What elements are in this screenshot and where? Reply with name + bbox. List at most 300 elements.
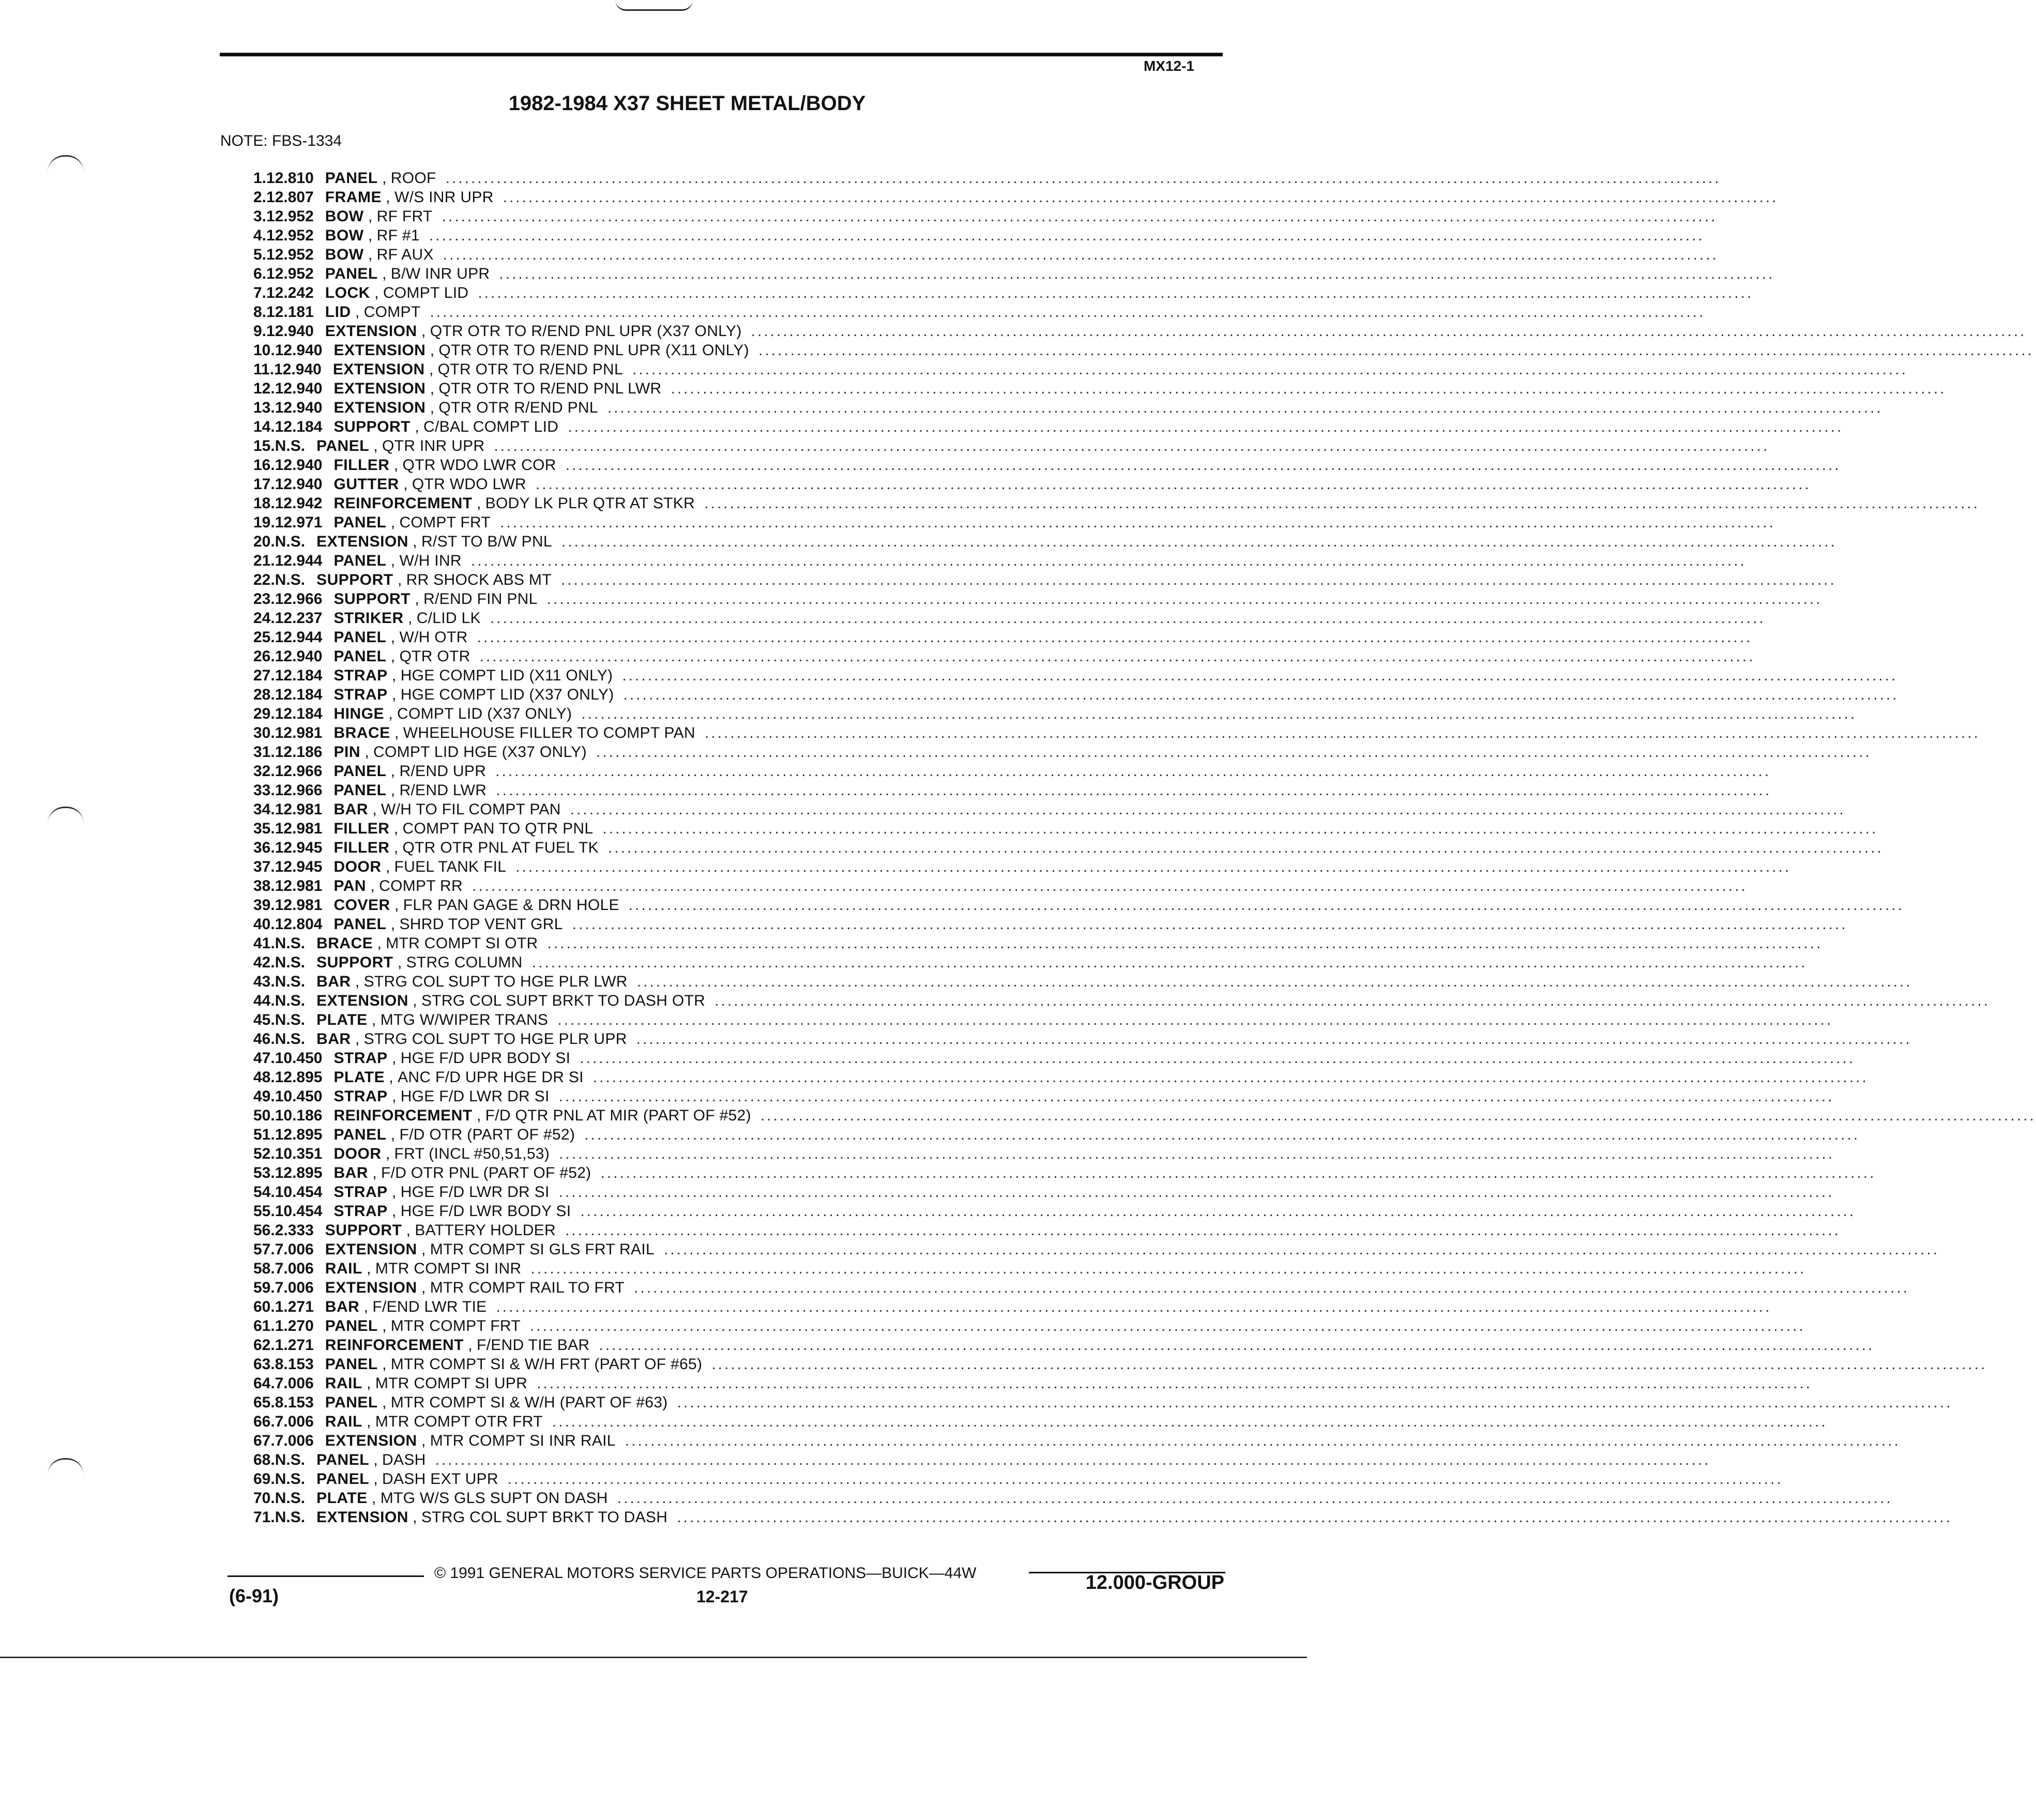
part-number: 45. xyxy=(253,1011,275,1028)
part-name: SUPPORT xyxy=(333,418,411,435)
part-row xyxy=(253,934,1823,953)
dot-leader: ........................................................................................................................................................................................................ xyxy=(758,342,2034,359)
separator: , xyxy=(387,667,401,684)
doc-code: MX12-1 xyxy=(1143,58,1194,74)
separator: , xyxy=(377,1317,391,1334)
group-code: N.S. xyxy=(275,954,306,971)
group-code: 12.942 xyxy=(275,495,323,512)
separator: , xyxy=(417,1241,430,1258)
dot-leader: ........................................................................................................................................................................................................ xyxy=(499,265,1775,282)
part-row xyxy=(253,570,1836,589)
part-number: 68. xyxy=(253,1451,275,1468)
part-name: EXTENSION xyxy=(316,533,408,550)
dot-leader: ........................................................................................................................................................................................................ xyxy=(515,858,1791,875)
part-description: COMPT FRT xyxy=(399,514,491,531)
parts-list xyxy=(253,169,2036,1527)
dot-leader: ........................................................................................................................................................................................................ xyxy=(715,992,1991,1009)
dot-leader: ........................................................................................................................................................................................................ xyxy=(557,1011,1833,1028)
part-row xyxy=(253,742,1872,762)
part-name: HINGE xyxy=(333,705,384,722)
group-code: 12.966 xyxy=(275,763,323,780)
part-row xyxy=(253,1240,1939,1259)
part-row xyxy=(253,398,1883,417)
part-description: QTR OTR xyxy=(399,648,470,665)
dot-leader: ........................................................................................................................................................................................................ xyxy=(600,1164,1876,1181)
separator: , xyxy=(386,782,400,799)
separator: , xyxy=(359,1298,373,1315)
dot-leader: ........................................................................................................................................................................................................ xyxy=(663,1241,1939,1258)
group-code: N.S. xyxy=(275,571,306,588)
group-code: 7.006 xyxy=(275,1432,314,1449)
dot-leader: ........................................................................................................................................................................................................ xyxy=(561,533,1837,550)
separator: , xyxy=(373,935,386,952)
part-number: 6. xyxy=(253,265,267,282)
separator: , xyxy=(403,610,417,627)
part-description: STRG COL SUPT TO HGE PLR LWR xyxy=(363,973,628,990)
part-number: 5. xyxy=(253,246,267,263)
part-row xyxy=(253,876,1748,896)
group-code: 12.944 xyxy=(275,552,323,569)
part-row xyxy=(253,1431,1901,1450)
dot-leader: ........................................................................................................................................................................................................ xyxy=(677,1509,1953,1526)
part-row xyxy=(253,341,2034,360)
separator: , xyxy=(402,1222,415,1239)
part-description: R/END FIN PNL xyxy=(423,590,538,608)
separator: , xyxy=(417,323,430,340)
part-number: 23. xyxy=(253,590,275,608)
part-row xyxy=(253,838,1883,857)
separator: , xyxy=(408,1509,421,1526)
part-row xyxy=(253,475,1811,494)
dot-leader: ........................................................................................................................................................................................................ xyxy=(490,610,1766,627)
part-description: STRG COLUMN xyxy=(406,954,523,971)
group-code: 12.940 xyxy=(275,648,323,665)
dot-leader: ........................................................................................................................................................................................................ xyxy=(530,1260,1806,1277)
part-number: 16. xyxy=(253,457,275,474)
part-description: WHEELHOUSE FILLER TO COMPT PAN xyxy=(403,724,695,741)
group-code: 12.945 xyxy=(275,839,323,856)
part-number: 39. xyxy=(253,897,275,914)
separator: , xyxy=(369,1451,383,1468)
separator: , xyxy=(384,705,398,722)
note: NOTE: FBS-1334 xyxy=(220,132,342,149)
group-code: 8.153 xyxy=(275,1356,314,1373)
part-row xyxy=(253,1450,1711,1469)
dot-leader: ........................................................................................................................................................................................................ xyxy=(671,380,1947,397)
part-row xyxy=(253,436,1770,456)
group-code: 12.971 xyxy=(275,514,323,531)
dot-leader: ........................................................................................................................................................................................................ xyxy=(503,189,1779,206)
part-description: W/H OTR xyxy=(399,629,468,646)
part-row xyxy=(253,704,1857,723)
separator: , xyxy=(417,1432,430,1449)
part-name: SUPPORT xyxy=(316,571,393,588)
group-code: 12.981 xyxy=(275,897,323,914)
separator: , xyxy=(411,590,424,608)
part-row xyxy=(253,857,1791,876)
part-row xyxy=(253,762,1771,781)
group-code: 10.351 xyxy=(275,1145,323,1162)
separator: , xyxy=(362,1260,375,1277)
dot-leader: ........................................................................................................................................................................................................ xyxy=(580,1050,1856,1067)
revision-date: (6-91) xyxy=(229,1585,279,1606)
separator: , xyxy=(393,954,406,971)
part-row xyxy=(253,283,1754,302)
part-description: HGE F/D UPR BODY SI xyxy=(400,1050,571,1067)
dot-leader: ........................................................................................................................................................................................................ xyxy=(479,648,1755,665)
part-description: STRG COL SUPT BRKT TO DASH OTR xyxy=(421,992,706,1009)
separator: , xyxy=(386,916,400,933)
part-number: 29. xyxy=(253,705,275,722)
group-code: 12.952 xyxy=(266,208,314,225)
part-name: PANEL xyxy=(333,916,387,933)
punch-hole-mark xyxy=(48,807,84,824)
part-name: PANEL xyxy=(325,1317,378,1334)
separator: , xyxy=(387,1184,401,1201)
part-description: QTR OTR TO R/END PNL xyxy=(437,361,623,378)
dot-leader: ........................................................................................................................................................................................................ xyxy=(507,1470,1783,1488)
part-name: BAR xyxy=(316,1030,351,1048)
group-code: N.S. xyxy=(275,973,306,990)
part-row xyxy=(253,532,1837,551)
part-name: LOCK xyxy=(325,284,370,301)
part-row xyxy=(253,1144,1835,1163)
group-code: 12.242 xyxy=(266,284,314,301)
part-row xyxy=(253,628,1753,647)
group-code: 12.940 xyxy=(266,323,314,340)
part-row xyxy=(253,819,1878,838)
separator: , xyxy=(390,724,403,741)
group-code: 7.006 xyxy=(275,1241,314,1258)
part-name: PANEL xyxy=(333,629,387,646)
dot-leader: ........................................................................................................................................................................................................ xyxy=(537,1375,1813,1392)
header-rule xyxy=(220,53,1223,56)
part-name: BAR xyxy=(316,973,351,990)
part-row xyxy=(253,1278,1910,1297)
part-row xyxy=(253,1221,1841,1240)
part-name: PANEL xyxy=(316,437,370,454)
part-description: DASH xyxy=(382,1451,426,1468)
part-description: R/END LWR xyxy=(399,782,487,799)
part-name: EXTENSION xyxy=(332,361,425,378)
group-code: 12.945 xyxy=(275,858,323,875)
dot-leader: ........................................................................................................................................................................................................ xyxy=(617,1490,1893,1507)
part-number: 53. xyxy=(253,1164,275,1181)
dot-leader: ........................................................................................................................................................................................................ xyxy=(495,763,1771,780)
dot-leader: ........................................................................................................................................................................................................ xyxy=(470,552,1746,569)
part-name: PANEL xyxy=(325,1356,378,1373)
part-name: REINFORCEMENT xyxy=(325,1337,464,1354)
part-description: QTR OTR R/END PNL xyxy=(438,399,598,416)
part-description: MTR COMPT SI & W/H FRT (PART OF #65) xyxy=(390,1356,703,1373)
group-code: 7.006 xyxy=(275,1413,314,1430)
part-description: MTR COMPT SI INR xyxy=(375,1260,522,1277)
part-description: DASH EXT UPR xyxy=(382,1470,498,1488)
part-number: 12. xyxy=(253,380,275,397)
part-number: 1. xyxy=(253,170,267,187)
group-code: 7.006 xyxy=(275,1260,314,1277)
part-number: 41. xyxy=(253,935,275,952)
part-description: C/LID LK xyxy=(416,610,481,627)
part-name: PANEL xyxy=(333,648,387,665)
dot-leader: ........................................................................................................................................................................................................ xyxy=(760,1107,2036,1124)
group-code: 10.450 xyxy=(275,1088,323,1105)
part-description: R/ST TO B/W PNL xyxy=(421,533,552,550)
part-number: 36. xyxy=(253,839,275,856)
part-name: EXTENSION xyxy=(325,1241,417,1258)
part-name: STRIKER xyxy=(333,610,404,627)
group-code: 2.333 xyxy=(275,1222,314,1239)
part-row xyxy=(253,1508,1953,1527)
part-name: PANEL xyxy=(333,1126,387,1143)
part-description: F/END LWR TIE xyxy=(372,1298,487,1315)
part-name: STRAP xyxy=(333,1088,388,1105)
group-code: N.S. xyxy=(275,533,306,550)
part-row xyxy=(253,1029,1912,1049)
part-description: HGE F/D LWR DR SI xyxy=(400,1184,550,1201)
part-name: PLATE xyxy=(333,1069,385,1086)
group-code: 12.895 xyxy=(275,1126,323,1143)
part-row xyxy=(253,494,1980,513)
dot-leader: ........................................................................................................................................................................................................ xyxy=(607,399,1883,416)
part-description: F/D OTR PNL (PART OF #52) xyxy=(381,1164,591,1181)
separator: , xyxy=(360,744,374,761)
part-name: PANEL xyxy=(325,265,378,282)
dot-leader: ........................................................................................................................................................................................................ xyxy=(472,877,1748,894)
group-code: 12.940 xyxy=(275,476,323,493)
part-number: 11. xyxy=(253,361,275,378)
group-code: 12.940 xyxy=(274,361,322,378)
part-row xyxy=(253,188,1779,207)
dot-leader: ........................................................................................................................................................................................................ xyxy=(500,514,1776,531)
scan-mark xyxy=(615,0,693,11)
dot-leader: ........................................................................................................................................................................................................ xyxy=(535,476,1811,493)
part-number: 46. xyxy=(253,1030,275,1048)
part-name: FILLER xyxy=(333,820,390,837)
part-name: PANEL xyxy=(333,514,387,531)
part-number: 49. xyxy=(253,1088,275,1105)
separator: , xyxy=(363,227,377,244)
part-row xyxy=(253,896,1904,915)
dot-leader: ........................................................................................................................................................................................................ xyxy=(442,208,1718,225)
separator: , xyxy=(386,648,400,665)
page-number: 12-217 xyxy=(696,1587,748,1606)
separator: , xyxy=(367,1490,381,1507)
separator: , xyxy=(386,514,400,531)
part-description: QTR OTR TO R/END PNL LWR xyxy=(438,380,662,397)
separator: , xyxy=(399,476,412,493)
group-label: 12.000-GROUP xyxy=(1085,1572,1224,1594)
group-code: 7.006 xyxy=(275,1279,314,1296)
dot-leader: ........................................................................................................................................................................................................ xyxy=(636,1030,1912,1048)
part-description: QTR OTR PNL AT FUEL TK xyxy=(402,839,599,856)
part-row xyxy=(253,972,1912,991)
part-name: BAR xyxy=(325,1298,360,1315)
part-name: GUTTER xyxy=(333,476,399,493)
part-description: COMPT RR xyxy=(379,877,463,894)
part-description: F/D QTR PNL AT MIR (PART OF #52) xyxy=(485,1107,751,1124)
separator: , xyxy=(369,1470,383,1488)
group-code: 12.810 xyxy=(266,170,314,187)
part-number: 28. xyxy=(253,686,275,703)
part-row xyxy=(253,1087,1834,1106)
part-name: RAIL xyxy=(325,1375,362,1392)
group-code: 1.271 xyxy=(275,1337,314,1354)
part-row xyxy=(253,1163,1876,1182)
part-number: 44. xyxy=(253,992,275,1009)
dot-leader: ........................................................................................................................................................................................................ xyxy=(565,1222,1841,1239)
group-code: N.S. xyxy=(275,1451,306,1468)
part-name: PIN xyxy=(333,744,360,761)
separator: , xyxy=(362,1375,375,1392)
separator: , xyxy=(408,992,421,1009)
group-code: 12.940 xyxy=(275,380,323,397)
separator: , xyxy=(368,801,381,818)
part-row xyxy=(253,685,1899,704)
part-name: RAIL xyxy=(325,1260,362,1277)
dot-leader: ........................................................................................................................................................................................................ xyxy=(478,284,1754,301)
bottom-rule xyxy=(0,1657,1307,1658)
part-number: 21. xyxy=(253,552,275,569)
dot-leader: ........................................................................................................................................................................................................ xyxy=(565,457,1841,474)
dot-leader: ........................................................................................................................................................................................................ xyxy=(628,897,1904,914)
part-number: 48. xyxy=(253,1069,275,1086)
part-row xyxy=(253,207,1718,226)
dot-leader: ........................................................................................................................................................................................................ xyxy=(496,1298,1772,1315)
separator: , xyxy=(377,1356,391,1373)
separator: , xyxy=(369,437,383,454)
part-number: 69. xyxy=(253,1470,275,1488)
separator: , xyxy=(472,1107,485,1124)
part-number: 42. xyxy=(253,954,275,971)
separator: , xyxy=(381,858,394,875)
part-name: BOW xyxy=(325,208,364,225)
separator: , xyxy=(368,1164,381,1181)
part-number: 22. xyxy=(253,571,275,588)
part-number: 64. xyxy=(253,1375,275,1392)
separator: , xyxy=(351,1030,364,1048)
part-name: PANEL xyxy=(316,1451,370,1468)
separator: , xyxy=(426,342,439,359)
part-number: 63. xyxy=(253,1356,275,1373)
part-number: 10. xyxy=(253,342,275,359)
separator: , xyxy=(389,839,403,856)
part-description: COMPT PAN TO QTR PNL xyxy=(402,820,594,837)
part-description: HGE F/D LWR BODY SI xyxy=(400,1203,571,1220)
part-name: BAR xyxy=(333,1164,368,1181)
part-name: EXTENSION xyxy=(325,1279,417,1296)
dot-leader: ........................................................................................................................................................................................................ xyxy=(677,1394,1953,1411)
part-description: SHRD TOP VENT GRL xyxy=(399,916,563,933)
separator: , xyxy=(386,552,400,569)
dot-leader: ........................................................................................................................................................................................................ xyxy=(558,1088,1834,1105)
part-row xyxy=(253,800,1846,819)
group-code: 1.271 xyxy=(275,1298,314,1315)
part-name: SUPPORT xyxy=(333,590,411,608)
part-name: STRAP xyxy=(333,686,388,703)
group-code: N.S. xyxy=(275,1030,306,1048)
part-name: STRAP xyxy=(333,1203,388,1220)
part-number: 15. xyxy=(253,437,275,454)
group-code: 12.944 xyxy=(275,629,323,646)
part-row xyxy=(253,1355,1987,1374)
group-code: 12.966 xyxy=(275,782,323,799)
part-name: BOW xyxy=(325,227,364,244)
dot-leader: ........................................................................................................................................................................................................ xyxy=(584,1126,1860,1143)
part-name: LID xyxy=(325,304,351,321)
part-description: FUEL TANK FIL xyxy=(394,858,507,875)
part-row xyxy=(253,513,1776,532)
part-number: 7. xyxy=(253,284,267,301)
part-number: 34. xyxy=(253,801,275,818)
part-number: 38. xyxy=(253,877,275,894)
part-name: PANEL xyxy=(325,1394,378,1411)
part-name: PLATE xyxy=(316,1011,368,1028)
part-description: MTR COMPT SI GLS FRT RAIL xyxy=(430,1241,655,1258)
dot-leader: ........................................................................................................................................................................................................ xyxy=(625,1432,1901,1449)
part-description: BATTERY HOLDER xyxy=(415,1222,556,1239)
part-name: STRAP xyxy=(333,667,388,684)
part-description: B/W INR UPR xyxy=(390,265,490,282)
group-code: N.S. xyxy=(275,1509,306,1526)
part-name: PLATE xyxy=(316,1490,368,1507)
dot-leader: ........................................................................................................................................................................................................ xyxy=(496,782,1772,799)
part-row xyxy=(253,360,1908,379)
group-code: 1.270 xyxy=(275,1317,314,1334)
group-code: 12.184 xyxy=(275,667,323,684)
group-code: N.S. xyxy=(275,437,306,454)
part-row xyxy=(253,551,1746,570)
separator: , xyxy=(351,973,364,990)
dot-leader: ........................................................................................................................................................................................................ xyxy=(711,1356,1987,1373)
separator: , xyxy=(366,877,379,894)
dot-leader: ........................................................................................................................................................................................................ xyxy=(558,1184,1834,1201)
part-number: 37. xyxy=(253,858,275,875)
part-number: 56. xyxy=(253,1222,275,1239)
group-code: 10.454 xyxy=(275,1203,323,1220)
part-description: QTR OTR TO R/END PNL UPR (X11 ONLY) xyxy=(438,342,749,359)
part-description: COMPT LID HGE (X37 ONLY) xyxy=(373,744,587,761)
part-row xyxy=(253,1106,2036,1125)
part-description: W/S INR UPR xyxy=(394,189,494,206)
part-number: 8. xyxy=(253,304,267,321)
separator: , xyxy=(367,1011,381,1028)
separator: , xyxy=(426,399,439,416)
group-code: N.S. xyxy=(275,992,306,1009)
part-name: STRAP xyxy=(333,1050,388,1067)
part-description: W/H TO FIL COMPT PAN xyxy=(381,801,561,818)
page-title: 1982-1984 X37 SHEET METAL/BODY xyxy=(508,92,866,115)
part-number: 25. xyxy=(253,629,275,646)
part-number: 65. xyxy=(253,1394,275,1411)
part-row xyxy=(253,379,1947,398)
dot-leader: ........................................................................................................................................................................................................ xyxy=(547,935,1823,952)
group-code: 12.940 xyxy=(275,342,323,359)
part-description: MTR COMPT SI UPR xyxy=(375,1375,528,1392)
part-name: EXTENSION xyxy=(333,342,426,359)
part-description: FLR PAN GAGE & DRN HOLE xyxy=(403,897,619,914)
part-number: 3. xyxy=(253,208,267,225)
part-description: HGE F/D LWR DR SI xyxy=(400,1088,550,1105)
group-code: 12.186 xyxy=(275,744,323,761)
group-code: 12.804 xyxy=(275,916,323,933)
separator: , xyxy=(377,1394,391,1411)
separator: , xyxy=(389,820,403,837)
part-number: 30. xyxy=(253,724,275,741)
part-number: 33. xyxy=(253,782,275,799)
part-row xyxy=(253,1374,1813,1393)
part-name: FILLER xyxy=(333,457,390,474)
